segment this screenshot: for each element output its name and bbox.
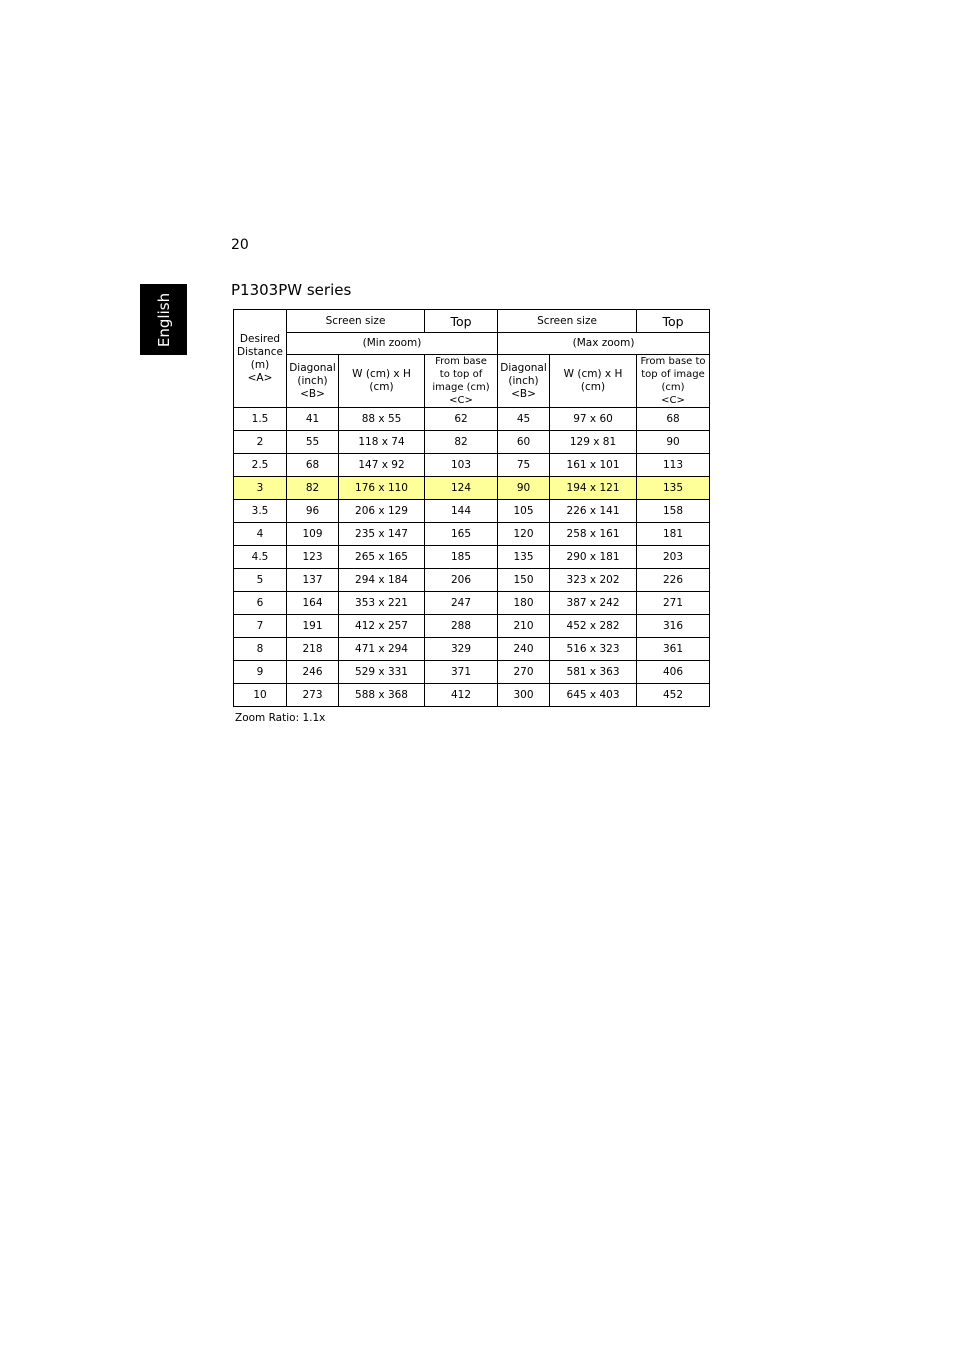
top-max-header: Top [637, 310, 710, 333]
header-line: <B> [300, 387, 325, 400]
diagonal-min-cell: 109 [287, 523, 339, 546]
diagonal-max-cell: 75 [498, 454, 550, 477]
language-tab [140, 284, 187, 355]
header-line: From base to [640, 356, 706, 367]
size-max-cell: 97 x 60 [550, 408, 637, 431]
wh-max-header: W (cm) x H (cm) [550, 355, 637, 408]
language-tab-label: English [154, 292, 173, 347]
size-min-cell: 118 x 74 [339, 431, 425, 454]
from-base-max-header [637, 355, 710, 408]
top-min-cell: 247 [425, 592, 498, 615]
top-max-cell: 271 [637, 592, 710, 615]
table-row [234, 638, 710, 661]
top-max-cell: 181 [637, 523, 710, 546]
top-max-cell: 316 [637, 615, 710, 638]
size-max-cell: 452 x 282 [550, 615, 637, 638]
size-min-cell: 588 x 368 [339, 684, 425, 707]
table-row [234, 477, 710, 500]
size-max-cell: 323 x 202 [550, 569, 637, 592]
diagonal-min-cell: 218 [287, 638, 339, 661]
top-min-header: Top [425, 310, 498, 333]
diagonal-min-cell: 68 [287, 454, 339, 477]
header-line: to top of [439, 369, 483, 380]
diagonal-min-cell: 41 [287, 408, 339, 431]
top-min-cell: 144 [425, 500, 498, 523]
top-max-cell: 68 [637, 408, 710, 431]
diagonal-min-cell: 55 [287, 431, 339, 454]
screen-size-max-header: Screen size [498, 310, 637, 333]
size-min-cell: 294 x 184 [339, 569, 425, 592]
top-min-cell: 412 [425, 684, 498, 707]
diagonal-max-header [498, 355, 550, 408]
top-max-cell: 452 [637, 684, 710, 707]
size-min-cell: 529 x 331 [339, 661, 425, 684]
size-max-cell: 226 x 141 [550, 500, 637, 523]
diagonal-min-cell: 273 [287, 684, 339, 707]
table-row [234, 661, 710, 684]
diagonal-max-cell: 45 [498, 408, 550, 431]
size-max-cell: 581 x 363 [550, 661, 637, 684]
size-max-cell: 129 x 81 [550, 431, 637, 454]
header-line: (inch) [297, 374, 328, 387]
top-max-cell: 158 [637, 500, 710, 523]
header-line: <A> [247, 371, 273, 384]
screen-size-min-header: Screen size [287, 310, 425, 333]
size-min-cell: 206 x 129 [339, 500, 425, 523]
distance-cell: 10 [234, 684, 287, 707]
table-row [234, 592, 710, 615]
size-min-cell: 471 x 294 [339, 638, 425, 661]
top-min-cell: 165 [425, 523, 498, 546]
table-row [234, 615, 710, 638]
diagonal-min-cell: 82 [287, 477, 339, 500]
top-max-cell: 406 [637, 661, 710, 684]
top-max-cell: 90 [637, 431, 710, 454]
section-title: P1303PW series [231, 281, 352, 299]
size-min-cell: 235 x 147 [339, 523, 425, 546]
header-line: image (cm) [432, 382, 490, 393]
diagonal-max-cell: 120 [498, 523, 550, 546]
header-line: Diagonal [500, 361, 547, 374]
table-row [234, 500, 710, 523]
diagonal-min-cell: 191 [287, 615, 339, 638]
from-base-min-header [425, 355, 498, 408]
distance-cell: 7 [234, 615, 287, 638]
min-zoom-header: (Min zoom) [287, 333, 498, 355]
header-line: <C> [449, 395, 473, 406]
header-line: Diagonal [289, 361, 336, 374]
distance-cell: 1.5 [234, 408, 287, 431]
top-max-cell: 226 [637, 569, 710, 592]
top-max-cell: 135 [637, 477, 710, 500]
top-min-cell: 206 [425, 569, 498, 592]
size-max-cell: 645 x 403 [550, 684, 637, 707]
header-line: (cm) [661, 382, 685, 393]
wh-min-header: W (cm) x H (cm) [339, 355, 425, 408]
size-max-cell: 258 x 161 [550, 523, 637, 546]
top-min-cell: 62 [425, 408, 498, 431]
top-min-cell: 82 [425, 431, 498, 454]
max-zoom-header: (Max zoom) [498, 333, 710, 355]
table-row [234, 546, 710, 569]
distance-cell: 2.5 [234, 454, 287, 477]
top-min-cell: 329 [425, 638, 498, 661]
page-number: 20 [231, 237, 249, 253]
diagonal-max-cell: 135 [498, 546, 550, 569]
diagonal-max-cell: 60 [498, 431, 550, 454]
distance-cell: 4 [234, 523, 287, 546]
distance-cell: 4.5 [234, 546, 287, 569]
distance-cell: 8 [234, 638, 287, 661]
distance-cell: 6 [234, 592, 287, 615]
table-row [234, 523, 710, 546]
diagonal-max-cell: 300 [498, 684, 550, 707]
top-min-cell: 371 [425, 661, 498, 684]
diagonal-max-cell: 90 [498, 477, 550, 500]
zoom-ratio-note: Zoom Ratio: 1.1x [235, 712, 326, 724]
table-row [234, 454, 710, 477]
table-row [234, 684, 710, 707]
size-min-cell: 353 x 221 [339, 592, 425, 615]
size-max-cell: 290 x 181 [550, 546, 637, 569]
diagonal-min-cell: 137 [287, 569, 339, 592]
table-row [234, 431, 710, 454]
header-line: Desired [239, 332, 281, 345]
size-max-cell: 161 x 101 [550, 454, 637, 477]
size-max-cell: 387 x 242 [550, 592, 637, 615]
diagonal-min-cell: 96 [287, 500, 339, 523]
diagonal-max-cell: 270 [498, 661, 550, 684]
desired-distance-header [234, 310, 287, 408]
top-min-cell: 288 [425, 615, 498, 638]
diagonal-min-header [287, 355, 339, 408]
size-min-cell: 88 x 55 [339, 408, 425, 431]
header-line: <B> [511, 387, 536, 400]
projection-distance-table [233, 309, 710, 707]
diagonal-min-cell: 246 [287, 661, 339, 684]
header-line: (m) [250, 358, 270, 371]
size-min-cell: 147 x 92 [339, 454, 425, 477]
distance-cell: 3 [234, 477, 287, 500]
size-min-cell: 412 x 257 [339, 615, 425, 638]
diagonal-max-cell: 180 [498, 592, 550, 615]
distance-cell: 2 [234, 431, 287, 454]
diagonal-max-cell: 150 [498, 569, 550, 592]
distance-cell: 9 [234, 661, 287, 684]
table-row [234, 569, 710, 592]
top-max-cell: 203 [637, 546, 710, 569]
header-line: top of image [641, 369, 705, 380]
header-line: <C> [661, 395, 685, 406]
top-min-cell: 124 [425, 477, 498, 500]
header-line: (inch) [508, 374, 539, 387]
header-line: Distance [237, 345, 283, 358]
size-max-cell: 194 x 121 [550, 477, 637, 500]
diagonal-min-cell: 123 [287, 546, 339, 569]
diagonal-max-cell: 210 [498, 615, 550, 638]
distance-cell: 3.5 [234, 500, 287, 523]
diagonal-max-cell: 105 [498, 500, 550, 523]
size-max-cell: 516 x 323 [550, 638, 637, 661]
size-min-cell: 176 x 110 [339, 477, 425, 500]
diagonal-min-cell: 164 [287, 592, 339, 615]
size-min-cell: 265 x 165 [339, 546, 425, 569]
header-line: From base [435, 356, 487, 367]
distance-cell: 5 [234, 569, 287, 592]
top-max-cell: 361 [637, 638, 710, 661]
top-max-cell: 113 [637, 454, 710, 477]
top-min-cell: 185 [425, 546, 498, 569]
diagonal-max-cell: 240 [498, 638, 550, 661]
table-row [234, 408, 710, 431]
top-min-cell: 103 [425, 454, 498, 477]
